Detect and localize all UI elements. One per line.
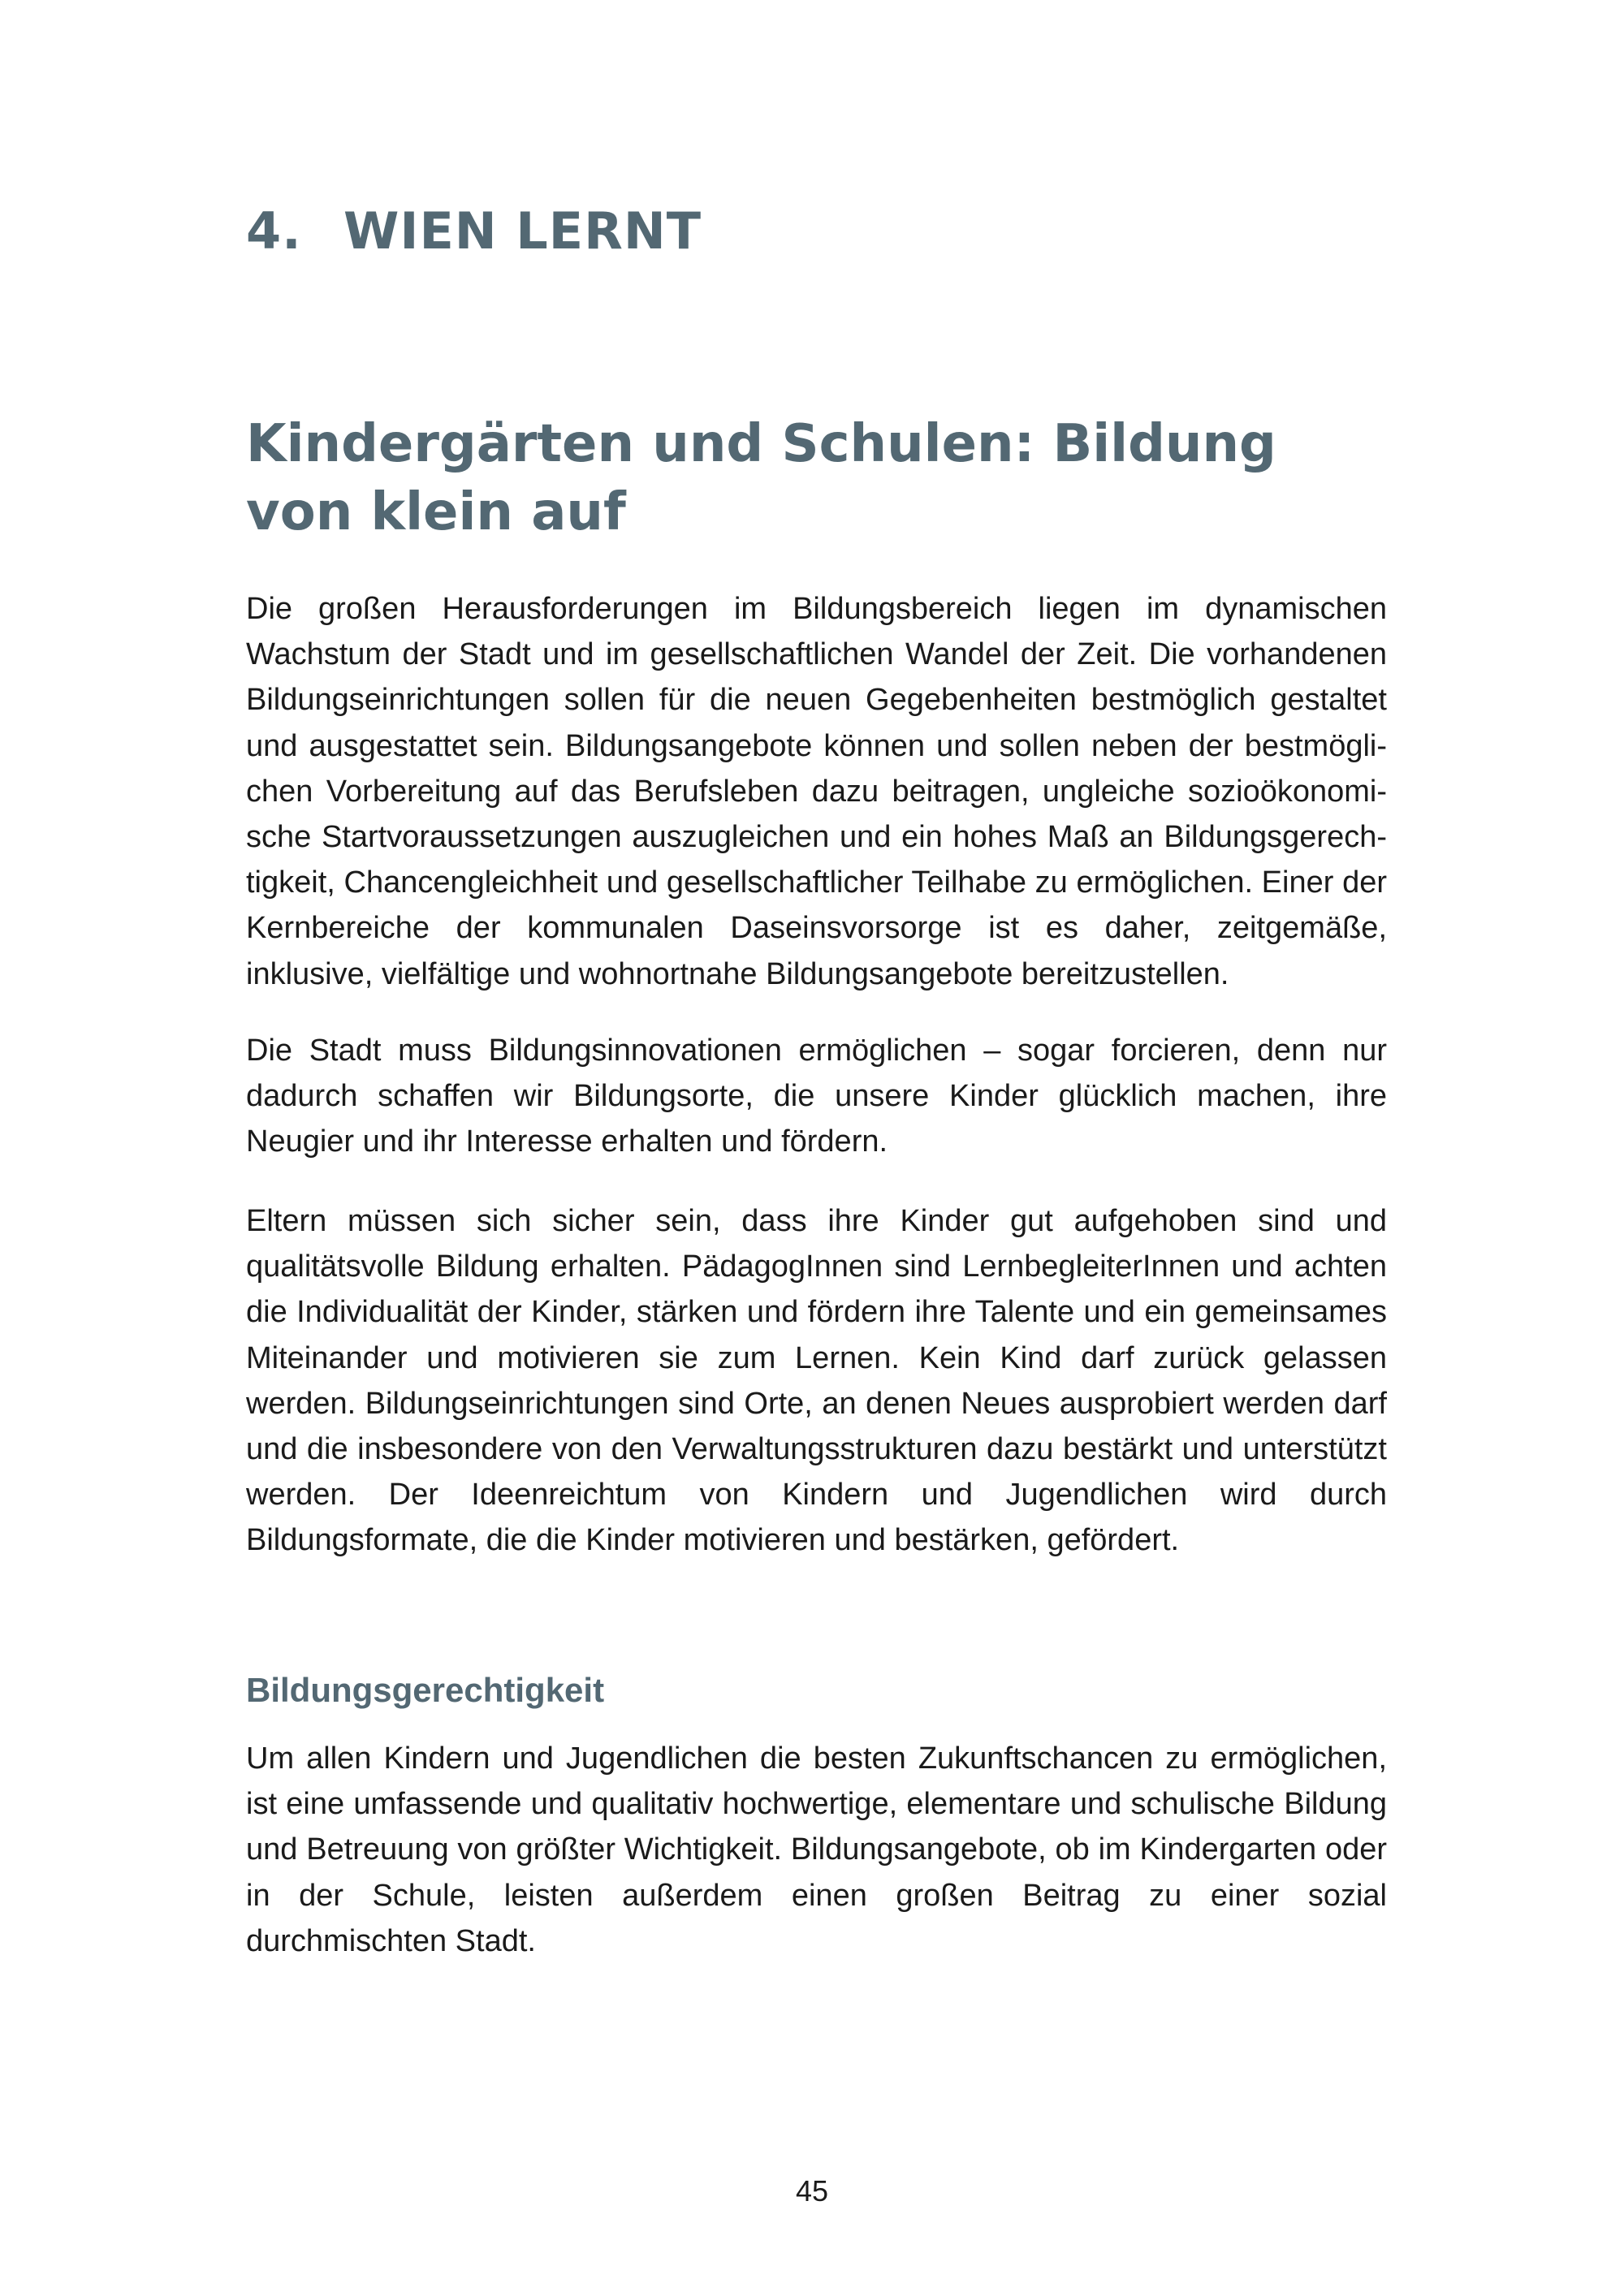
chapter-heading	[246, 201, 702, 261]
subsection-heading: Bildungsgerechtigkeit	[246, 1671, 605, 1709]
chapter-title: WIEN LERNT	[343, 201, 702, 261]
chapter-number: 4.	[246, 201, 302, 261]
body-paragraph-3: Eltern müssen sich sicher sein, dass ihre Kinder gut aufgehoben sind und qualitätsvolle Bildung erhalten. PädagogInnen sind LernbegleiterInnen und achten die Individualität der Kinder, stärken und fördern ihre Talente und ein gemeinsames Miteinander und motivieren sie zum Lernen. Kein Kind darf zurück gelassen werden. Bildungseinrichtungen sind Orte, an denen Neues ausprobiert werden darf und die insbesondere von den Verwaltungsstrukturen dazu bestärkt und unterstützt werden. Der Ideenreichtum von Kindern und Jugendlichen wird durch Bildungsformate, die die Kinder motivieren und bestärken, gefördert.	[246, 1204, 1387, 1558]
section-title: Kindergärten und Schulen: Bildung von klein auf	[246, 414, 1276, 542]
subsection-paragraph: Um allen Kindern und Jugendlichen die besten Zukunftschancen zu ermöglichen, ist eine umfassende und qualitativ hochwertige, elementare und schulische Bildung und Betreuung von größter Wichtigkeit. Bildungsangebote, ob im Kindergarten oder in der Schule, leisten außerdem einen großen Beitrag zu einer sozial durchmischten Stadt.	[246, 1741, 1387, 1958]
body-paragraph-1: Die großen Herausforderungen im Bildungsbereich liegen im dynamischen Wachstum der Stadt und im gesellschaftlichen Wandel der Zeit. Die vorhandenen Bildungseinrichtungen sollen für die neuen Gegebenheiten bestmöglich gestaltet und ausgestattet sein. Bildungsangebote können und sollen neben der bestmöglichen Vorbereitung auf das Berufsleben dazu beitragen, ungleiche sozioökonomische Startvoraussetzungen auszugleichen und ein hohes Maß an Bildungsgerechtigkeit, Chancengleichheit und gesellschaftlicher Teilhabe zu ermöglichen. Einer der Kernbereiche der kommunalen Daseinsvorsorge ist es daher, zeitgemäße, inklusive, vielfältige und wohnortnahe Bildungsangebote bereitzustellen.	[246, 592, 1387, 991]
page-number: 45	[795, 2174, 829, 2208]
body-paragraph-2: Die Stadt muss Bildungsinnovationen ermöglichen – sogar forcieren, denn nur dadurch schaffen wir Bildungsorte, die unsere Kinder glücklich machen, ihre Neugier und ihr Interesse erhalten und fördern.	[246, 1034, 1387, 1159]
